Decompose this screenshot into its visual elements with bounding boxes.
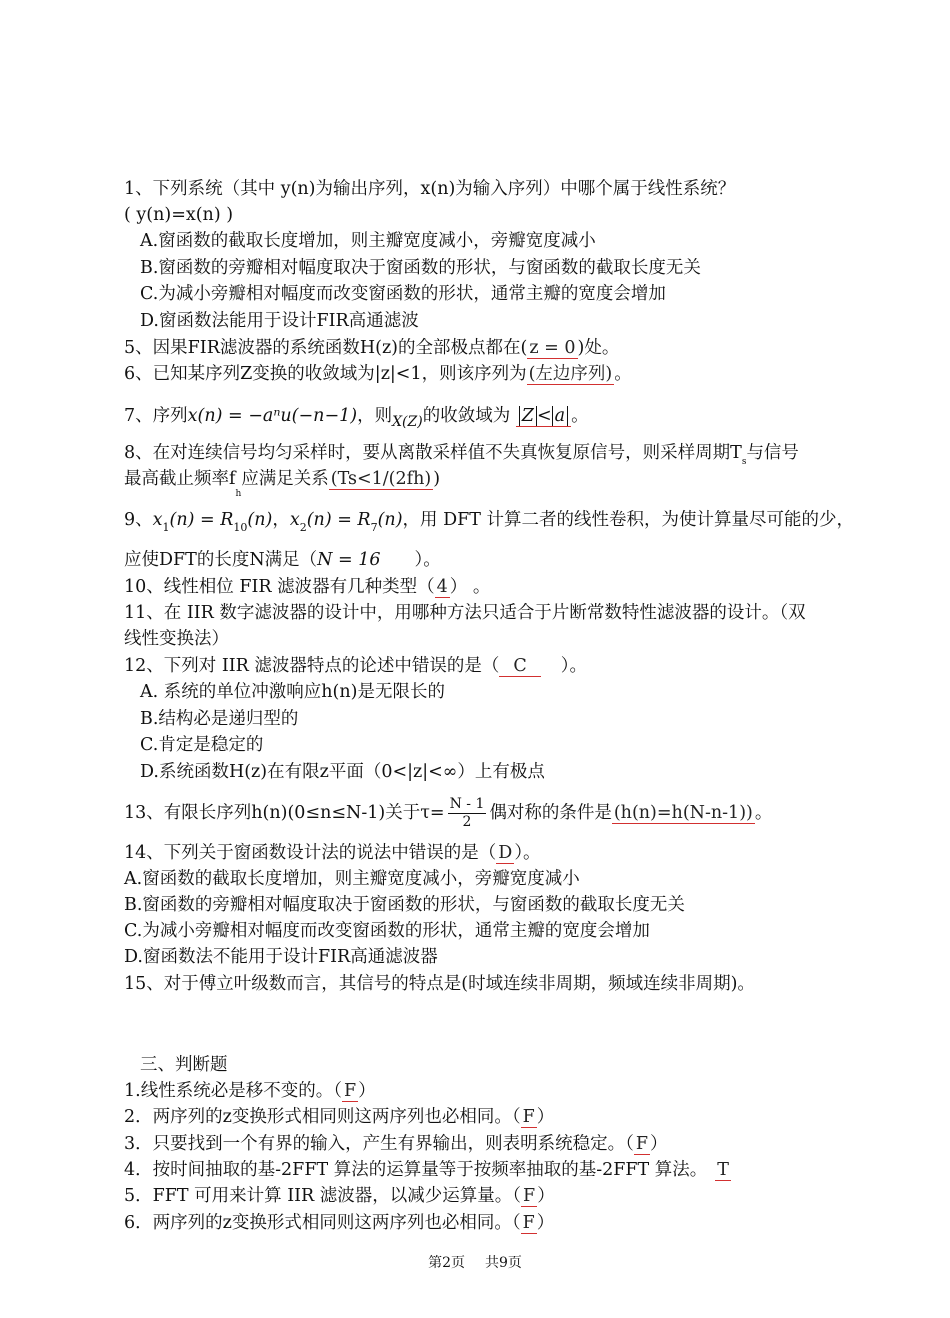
judge-item-6 (124, 1211, 554, 1235)
judge-1-answer: F (343, 1081, 357, 1101)
q9-r2-end: (n) (377, 510, 403, 530)
q1-option-d: D.窗函数法能用于设计FIR高通滤波 (140, 311, 419, 331)
judge-5-text: 5．FFT 可用来计算 IIR 滤波器，以减少运算量。（ (124, 1186, 522, 1206)
q14-option-d: D.窗函数法不能用于设计FIR高通滤波器 (124, 947, 438, 967)
judge-3-text: 3．只要找到一个有界的输入，产生有界输出，则表明系统稳定。（ (124, 1134, 634, 1154)
q6-after: 。 (614, 364, 632, 384)
q12-after: ）。 (560, 656, 588, 676)
q13-after: 。 (754, 803, 773, 823)
q9-line2 (124, 548, 441, 572)
q7-answer-z: Z (519, 406, 537, 426)
q14-after: ）。 (514, 843, 541, 863)
q7-after: 。 (571, 406, 589, 426)
q9-r2-sub: 7 (370, 521, 378, 534)
q13-fraction (448, 796, 487, 831)
q9-x2-rhs: (n) = R (306, 510, 371, 530)
q9-text: ，用 DFT 计算二者的线性卷积，为使计算量尽可能的少， (402, 510, 855, 530)
q7-xz: X(Z) (392, 414, 423, 430)
judge-2-answer: F (522, 1107, 535, 1127)
q7 (124, 404, 589, 434)
q8-answer: (Ts<1/(2fh) (330, 469, 432, 489)
q12 (124, 654, 587, 678)
q1-option-a: A.窗函数的截取长度增加，则主瓣宽度减小，旁瓣宽度减小 (140, 231, 596, 251)
q13 (124, 796, 772, 831)
q9-x2-sub: 2 (299, 521, 307, 534)
q12-option-c: C.肯定是稳定的 (140, 735, 264, 755)
q9-line2-after: ）。 (414, 550, 441, 570)
q9-sep: ， (272, 510, 290, 530)
q1-option-b: B.窗函数的旁瓣相对幅度取决于窗函数的形状，与窗函数的截取长度无关 (140, 258, 701, 278)
q5-before: 5、因果FIR滤波器的系统函数H(z)的全部极点都在 (124, 338, 521, 358)
q6-answer: (左边序列) (528, 364, 613, 384)
q8-after: ) (433, 469, 441, 489)
judge-4-text: 4．按时间抽取的基-2FFT 算法的运算量等于按频率抽取的基-2FFT 算法。 (124, 1160, 708, 1180)
q9-number: 9、 (124, 510, 153, 530)
q7-mid: ，则 (357, 406, 393, 426)
q9-line1 (124, 508, 854, 540)
q1-answer: ( y(n)=x(n) ) (124, 205, 234, 225)
judge-item-3 (124, 1132, 668, 1156)
q8-line2-mid: 应满足关系 (241, 469, 329, 489)
q10-answer: 4 (436, 577, 448, 597)
q12-option-b: B.结构必是递归型的 (140, 709, 299, 729)
judge-3-answer: F (635, 1134, 649, 1154)
q14 (124, 841, 541, 865)
q6 (124, 362, 632, 386)
section3-title: 三、判断题 (140, 1055, 228, 1075)
q12-before: 12、下列对 IIR 滤波器特点的论述中错误的是（ (124, 656, 500, 676)
q7-mid2: 的收敛域为 (422, 406, 511, 426)
q5-after: )处。 (577, 338, 620, 358)
q10-after: ） 。 (449, 577, 491, 597)
q14-before: 14、下列关于窗函数设计法的说法中错误的是（ (124, 843, 497, 863)
q10 (124, 575, 490, 599)
q11-line1: 11、在 IIR 数字滤波器的设计中，用哪种方法只适合于片断常数特性滤波器的设计。（双 (124, 603, 806, 623)
page-total: 共9页 (485, 1255, 522, 1271)
q8-line2 (124, 467, 440, 506)
q8-line2-before: 最高截止频率f (124, 469, 236, 489)
judge-6-text: 6．两序列的z变换形式相同则这两序列也必相同。（ (124, 1213, 521, 1233)
q14-answer: D (498, 843, 513, 863)
q5-open: ( (520, 338, 528, 358)
q9-x1: x (152, 510, 163, 530)
q8-line1-end: 与信号 (746, 443, 799, 463)
q1-stem: 1、下列系统（其中 y(n)为输出序列，x(n)为输入序列）中哪个属于线性系统？ (124, 179, 736, 199)
judge-1-after: ） (358, 1081, 376, 1101)
judge-item-4 (124, 1158, 731, 1182)
q12-answer: C (499, 656, 540, 677)
q11-line2: 线性变换法） (124, 629, 229, 649)
q8-line2-sub: h (235, 489, 242, 499)
judge-2-text: 2．两序列的z变换形式相同则这两序列也必相同。（ (124, 1107, 521, 1127)
q12-option-a: A. 系统的单位冲激响应h(n)是无限长的 (140, 682, 445, 702)
q8-line1-text: 8、在对连续信号均匀采样时，要从离散采样值不失真恢复原信号，则采样周期T (124, 443, 742, 463)
q13-mid: 偶对称的条件是 (489, 803, 612, 823)
q9-x1-rhs: (n) = R (169, 510, 234, 530)
q5 (124, 336, 619, 360)
q9-r1-sub: 10 (233, 521, 248, 534)
q13-answer: (h(n)=h(N-n-1)) (613, 803, 753, 823)
q13-before: 13、有限长序列h(n)(0≤n≤N-1)关于τ= (124, 803, 445, 823)
judge-3-after: ） (650, 1134, 668, 1154)
q1-option-c: C.为减小旁瓣相对幅度而改变窗函数的形状，通常主瓣的宽度会增加 (140, 284, 666, 304)
q12-option-d: D.系统函数H(z)在有限z平面（0<|z|<∞）上有极点 (140, 762, 545, 782)
q9-r1-end: (n) (247, 510, 273, 530)
q6-before: 6、已知某序列Z变换的收敛域为|z|<1，则该序列为 (124, 364, 527, 384)
judge-6-after: ） (536, 1213, 555, 1233)
q10-before: 10、线性相位 FIR 滤波器有几种类型（ (124, 577, 435, 597)
q14-option-b: B.窗函数的旁瓣相对幅度取决于窗函数的形状，与窗函数的截取长度无关 (124, 895, 685, 915)
q5-answer: z = 0 (529, 338, 576, 358)
q7-expression: x(n) = −aⁿu(−n−1) (187, 406, 358, 426)
q9-answer: N = 16 (317, 550, 381, 570)
judge-5-after: ） (537, 1186, 555, 1206)
q14-option-a: A.窗函数的截取长度增加，则主瓣宽度减小，旁瓣宽度减小 (124, 869, 580, 889)
page-number: 第2页 (428, 1255, 465, 1271)
q8-line1-sub: s (741, 457, 747, 467)
judge-4-answer: T (717, 1160, 729, 1180)
judge-6-answer: F (522, 1213, 535, 1233)
judge-1-text: 1.线性系统必是移不变的。（ (124, 1081, 342, 1101)
judge-item-5 (124, 1184, 555, 1208)
page-footer (0, 1252, 950, 1272)
judge-item-2 (124, 1105, 554, 1129)
q9-x1-sub: 1 (162, 521, 170, 534)
judge-item-1 (124, 1079, 376, 1103)
judge-2-after: ） (536, 1107, 555, 1127)
q14-option-c: C.为减小旁瓣相对幅度而改变窗函数的形状，通常主瓣的宽度会增加 (124, 921, 650, 941)
judge-5-answer: F (523, 1186, 536, 1206)
q7-answer (516, 406, 571, 427)
q7-before: 7、序列 (124, 406, 188, 426)
q13-denominator: 2 (462, 814, 472, 830)
q15: 15、对于傅立叶级数而言，其信号的特点是(时域连续非周期，频域连续非周期)。 (124, 974, 755, 994)
q13-numerator: N - 1 (449, 796, 485, 812)
q9-line2-before: 应使DFT的长度N满足（ (124, 550, 318, 570)
q7-answer-a: a (552, 406, 568, 426)
q9-x2: x (289, 510, 300, 530)
q7-answer-lt: < (536, 406, 552, 426)
